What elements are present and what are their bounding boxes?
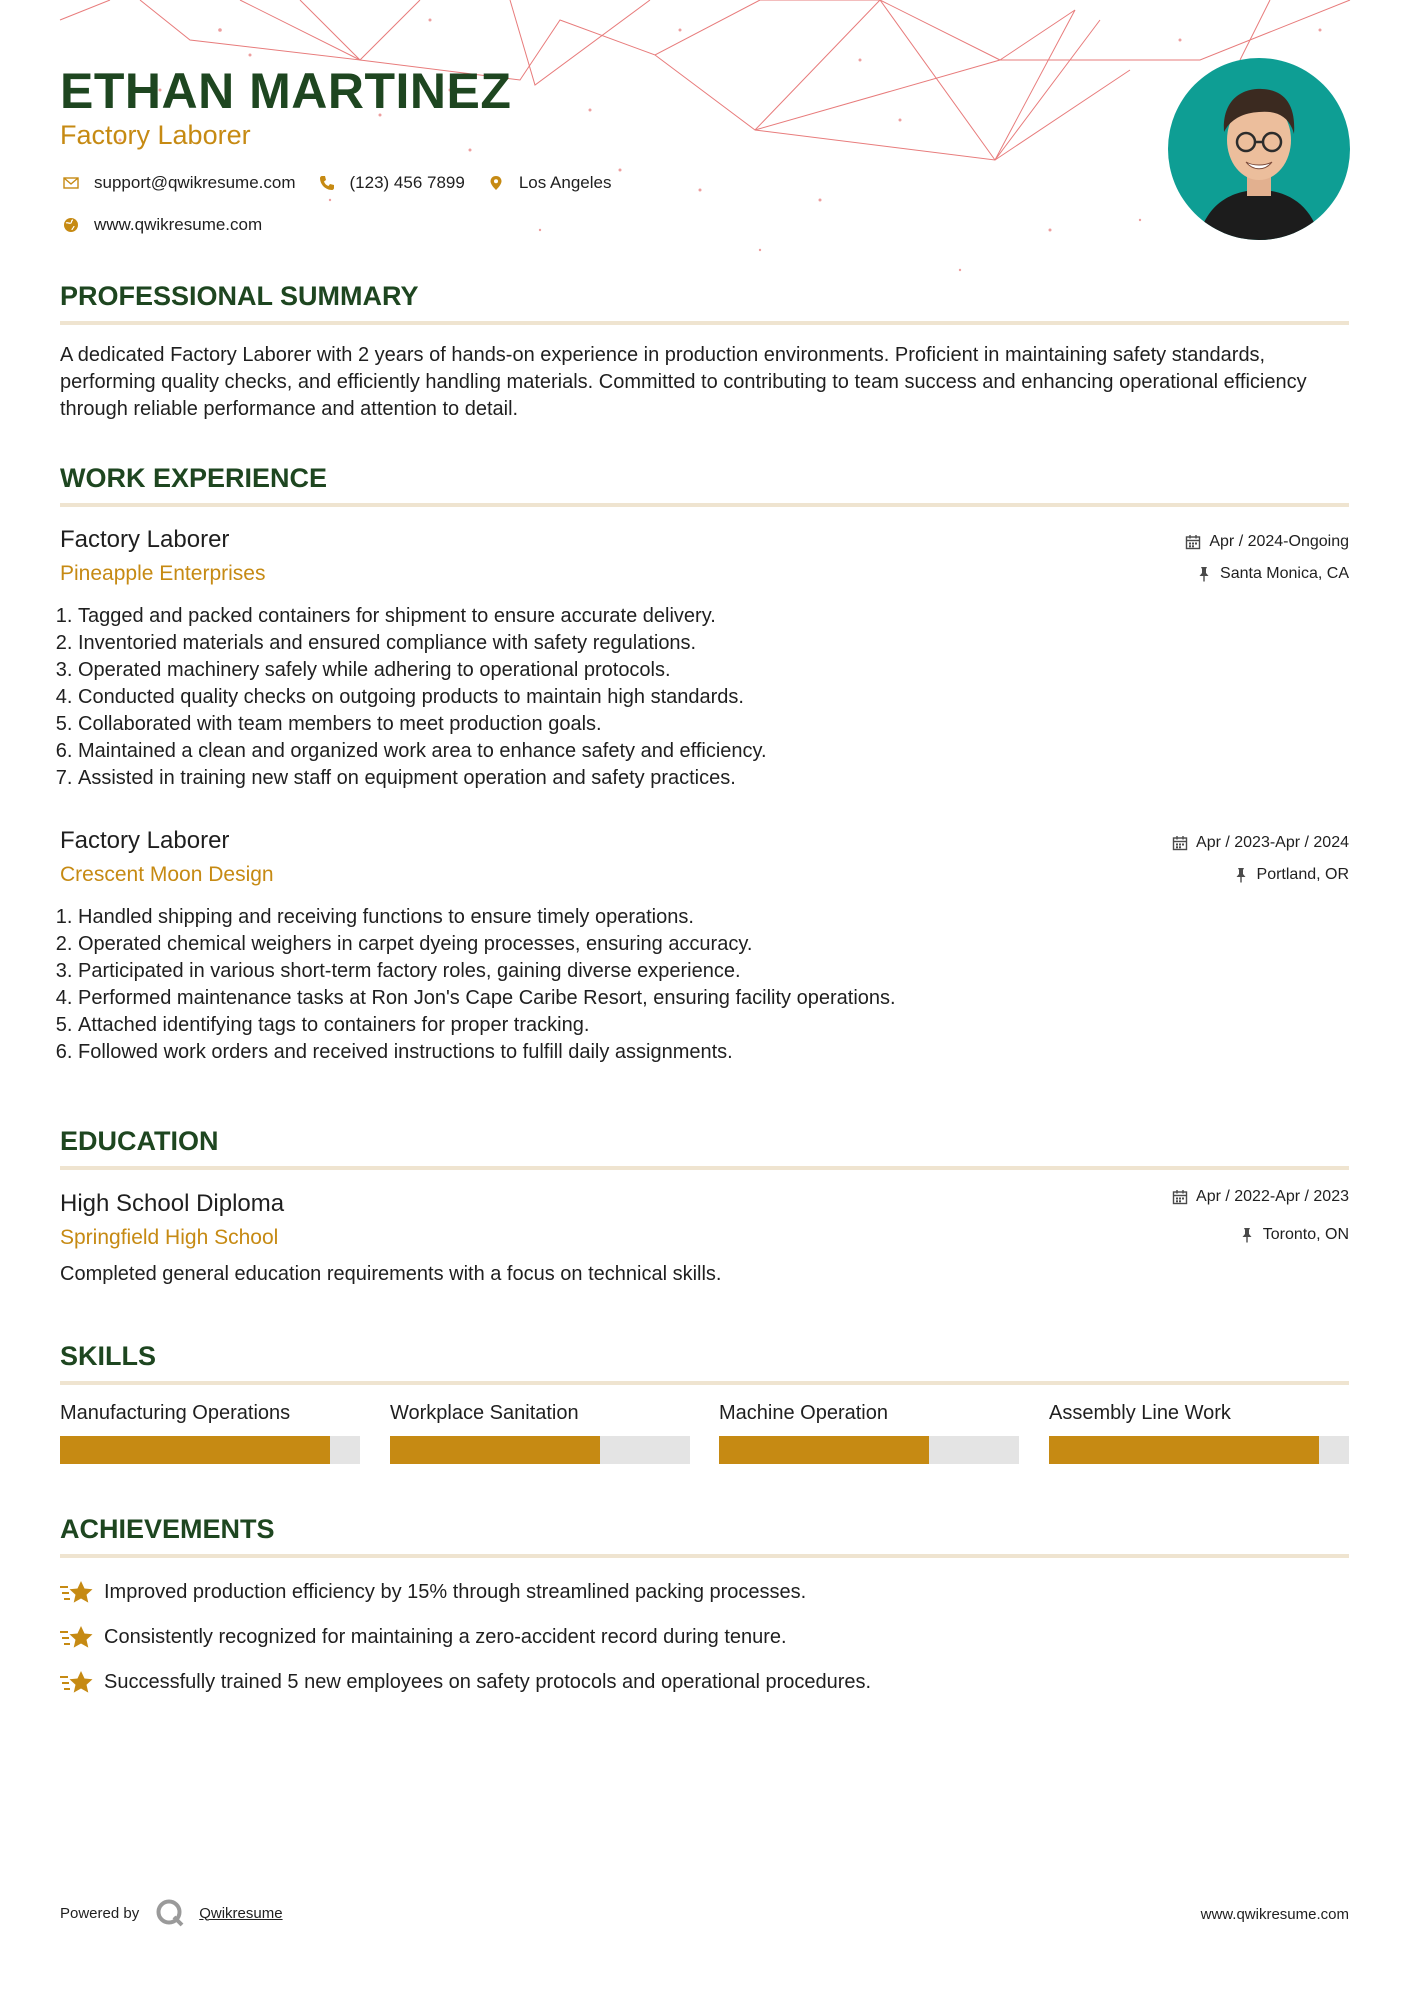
job-dates-text: Apr / 2023-Apr / 2024: [1196, 834, 1349, 851]
globe-icon: [60, 214, 82, 236]
education-school: Springfield High School: [60, 1226, 279, 1249]
job-location-text: Portland, OR: [1256, 866, 1349, 883]
section-divider: [60, 1381, 1349, 1385]
achievement-text: Consistently recognized for maintaining a zero-accident record during tenure.: [104, 1625, 787, 1648]
pushpin-icon: [1239, 1227, 1255, 1243]
section-title-education: EDUCATION: [60, 1126, 219, 1156]
job-location: [1196, 565, 1349, 583]
section-divider: [60, 503, 1349, 507]
education-description: Completed general education requirements with a focus on technical skills.: [60, 1263, 722, 1285]
education-dates: [1172, 1188, 1349, 1206]
contact-row-primary: [60, 172, 631, 194]
skill-bar-fill: [719, 1436, 929, 1464]
list-item: 4. Conducted quality checks on outgoing products to maintain high standards.: [78, 684, 767, 711]
footer-powered-by: [60, 1898, 283, 1928]
profile-photo: [1168, 58, 1350, 240]
list-item: 2. Operated chemical weighers in carpet dyeing processes, ensuring accuracy.: [78, 931, 896, 958]
section-divider: [60, 1554, 1349, 1558]
list-item: 5. Collaborated with team members to meet production goals.: [78, 711, 767, 738]
qwikresume-link[interactable]: Qwikresume: [199, 1904, 283, 1922]
achievement-item: [60, 1577, 806, 1607]
list-item: 7. Assisted in training new staff on equipment operation and safety practices.: [78, 765, 767, 792]
skill-label: Machine Operation: [719, 1402, 888, 1424]
list-item: 4. Performed maintenance tasks at Ron Jon's Cape Caribe Resort, ensuring facility operations.: [78, 985, 896, 1012]
achievement-item: [60, 1622, 787, 1652]
job-dates-text: Apr / 2024-Ongoing: [1209, 533, 1349, 550]
calendar-icon: [1172, 1189, 1188, 1205]
qwikresume-logo-icon: [155, 1898, 185, 1928]
job-location: [1233, 866, 1349, 884]
section-title-achievements: ACHIEVEMENTS: [60, 1514, 275, 1544]
list-item: 3. Participated in various short-term factory roles, gaining diverse experience.: [78, 958, 896, 985]
contact-location: [485, 172, 612, 194]
section-title-experience: WORK EXPERIENCE: [60, 463, 328, 493]
map-pin-icon: [485, 172, 507, 194]
contact-row-secondary: [60, 214, 282, 236]
list-item: 1. Tagged and packed containers for shipment to ensure accurate delivery.: [78, 603, 767, 630]
contact-email[interactable]: [60, 172, 296, 194]
pushpin-icon: [1196, 566, 1212, 582]
contact-website-text: www.qwikresume.com: [94, 215, 263, 234]
education-dates-text: Apr / 2022-Apr / 2023: [1196, 1188, 1349, 1205]
list-item: 1. Handled shipping and receiving functions to ensure timely operations.: [78, 904, 896, 931]
education-location: [1239, 1226, 1349, 1244]
skill-item: [390, 1402, 690, 1464]
powered-by-label: Powered by: [60, 1904, 140, 1922]
job-dates: [1185, 533, 1349, 551]
skill-label: Assembly Line Work: [1049, 1402, 1231, 1424]
contact-location-text: Los Angeles: [518, 173, 612, 192]
skill-bar-fill: [390, 1436, 600, 1464]
skill-bar-track: [719, 1436, 1019, 1464]
contact-email-text: support@qwikresume.com: [94, 173, 296, 192]
achievement-text: Successfully trained 5 new employees on safety protocols and operational procedures.: [104, 1670, 872, 1693]
job-title: Factory Laborer: [60, 526, 230, 553]
job-title: Factory Laborer: [60, 827, 230, 854]
star-badge-icon: [60, 1667, 94, 1697]
footer-website[interactable]: www.qwikresume.com: [1200, 1906, 1349, 1923]
calendar-icon: [1172, 835, 1188, 851]
phone-icon: [316, 172, 338, 194]
summary-text: A dedicated Factory Laborer with 2 years of hands-on experience in production environments. Proficient in maintaining safety standards, performing quality checks, and efficiently handling materials. Committed to contributing to team success and enhancing operational efficiency through reliable performance and attention to detail.: [60, 344, 1307, 420]
star-badge-icon: [60, 1577, 94, 1607]
job-duties-list: [52, 603, 767, 792]
section-title-skills: SKILLS: [60, 1341, 157, 1371]
job-dates: [1172, 834, 1349, 852]
list-item: 6. Followed work orders and received instructions to fulfill daily assignments.: [78, 1039, 896, 1066]
envelope-icon: [60, 172, 82, 194]
calendar-icon: [1185, 534, 1201, 550]
job-duties-list: [52, 904, 896, 1066]
education-location-text: Toronto, ON: [1262, 1226, 1349, 1243]
contact-website[interactable]: [60, 214, 262, 236]
contact-phone-text: (123) 456 7899: [349, 173, 465, 192]
list-item: 2. Inventoried materials and ensured compliance with safety regulations.: [78, 630, 767, 657]
achievement-item: [60, 1667, 871, 1697]
education-degree: High School Diploma: [60, 1190, 285, 1217]
skill-bar-fill: [60, 1436, 330, 1464]
contact-phone[interactable]: [316, 172, 465, 194]
skill-item: [60, 1402, 360, 1464]
candidate-name: ETHAN MARTINEZ: [60, 63, 512, 119]
list-item: 6. Maintained a clean and organized work area to enhance safety and efficiency.: [78, 738, 767, 765]
skill-label: Manufacturing Operations: [60, 1402, 291, 1424]
skill-item: [719, 1402, 1019, 1464]
skill-bar-track: [60, 1436, 360, 1464]
job-company: Pineapple Enterprises: [60, 562, 266, 585]
job-location-text: Santa Monica, CA: [1220, 565, 1349, 582]
star-badge-icon: [60, 1622, 94, 1652]
skill-label: Workplace Sanitation: [390, 1402, 579, 1424]
skill-bar-track: [1049, 1436, 1349, 1464]
skill-item: [1049, 1402, 1349, 1464]
section-title-summary: PROFESSIONAL SUMMARY: [60, 281, 419, 311]
list-item: 5. Attached identifying tags to containers for proper tracking.: [78, 1012, 896, 1039]
pushpin-icon: [1233, 867, 1249, 883]
candidate-role: Factory Laborer: [60, 120, 251, 150]
section-divider: [60, 321, 1349, 325]
job-company: Crescent Moon Design: [60, 863, 274, 886]
section-divider: [60, 1166, 1349, 1170]
achievement-text: Improved production efficiency by 15% through streamlined packing processes.: [104, 1580, 807, 1603]
list-item: 3. Operated machinery safely while adhering to operational protocols.: [78, 657, 767, 684]
skill-bar-track: [390, 1436, 690, 1464]
skill-bar-fill: [1049, 1436, 1319, 1464]
person-portrait-icon: [1168, 58, 1350, 240]
